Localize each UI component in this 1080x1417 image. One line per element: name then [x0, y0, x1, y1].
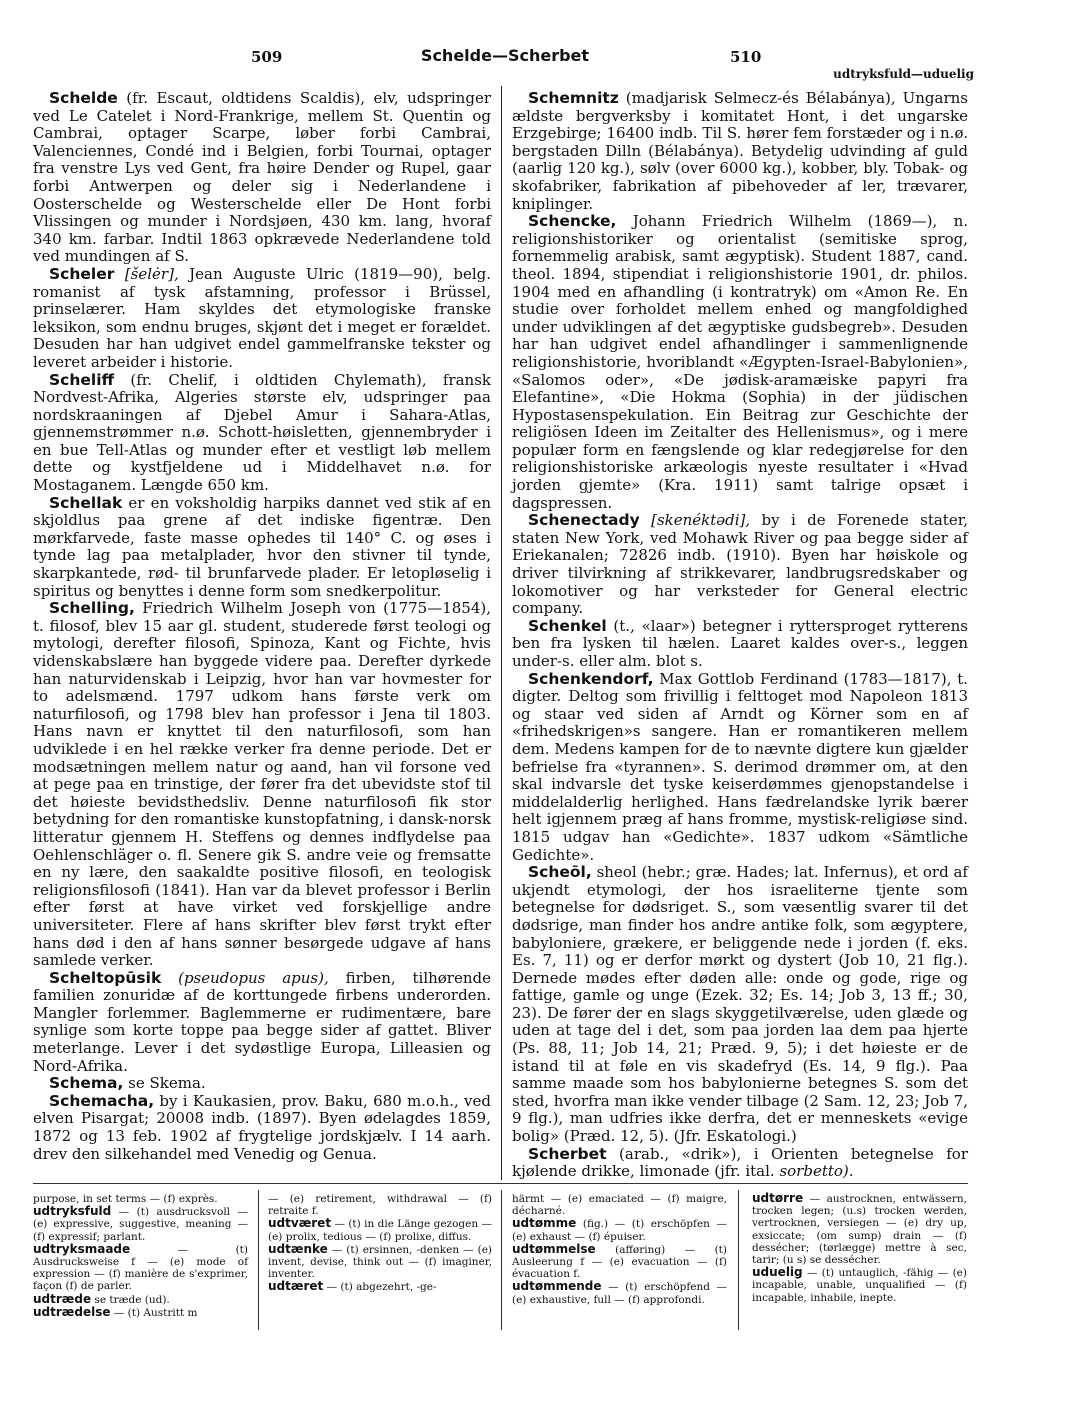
glossary-entry — [268, 1192, 492, 1217]
dictionary-guide-words: udtryksfuld—uduelig — [833, 67, 974, 81]
dictionary-entry — [33, 970, 491, 1076]
glossary-headword: uduelig — [752, 1265, 803, 1280]
dictionary-entry — [512, 671, 968, 865]
entry-headword: Schelde — [49, 89, 118, 107]
dictionary-entry — [512, 90, 968, 213]
dictionary-entry — [512, 864, 968, 1146]
glossary-entry — [512, 1280, 727, 1305]
entry-text: (fr. Chelif, i oldtiden Chylemath), fransk Nordvest-Afrika, Algeries største elv, udspringer paa nordskraaningen af Djebel Amur i Sahara-Atlas, gjennemstrømmer n.ø. Schott-høisletten, gjennembryder i en bue Tell-Atlas og munder efter et vestligt løb mellem dette og kystfjeldene ud i Middelhavet n.ø. for Mostaganem. Længde 650 km. — [33, 370, 491, 495]
glossary-text: (fig.) — (t) erschöpfen — (e) exhaust — (f) épuiser. — [512, 1218, 727, 1243]
glossary-text: purpose, in set terms — (f) exprès. — [33, 1193, 218, 1205]
entry-headword: Schenkendorf, — [528, 669, 654, 688]
page-header — [0, 46, 1080, 82]
entry-headword: Schelling, — [49, 599, 135, 618]
glossary-headword: udtømmelse — [512, 1241, 596, 1256]
glossary-entry — [268, 1217, 492, 1242]
dictionary-entry — [33, 495, 491, 601]
glossary-entry — [752, 1192, 967, 1266]
glossary-text: — austrocknen, entwässern, trocken legen; (u.s) trocken werden, vertrocknen, versiegen — (e) dry up, exsiccate; (om sump) drain — (f) dessécher; (tørlægge) mettre à sec, tarir; (u s) se dessécher. — [752, 1193, 967, 1267]
dictionary-entry — [512, 618, 968, 671]
glossary-entry — [268, 1243, 492, 1281]
left-column — [33, 90, 491, 1163]
glossary-headword: udtrædelse — [33, 1304, 111, 1319]
entry-headword: Schenectady — [528, 511, 640, 530]
dictionary-entry — [33, 90, 491, 266]
glossary-text: (afføring) — (t) Ausleerung f — (e) evacuation — (f) évacuation f. — [512, 1243, 727, 1281]
entry-text: (arab., «drik»), i Orienten betegnelse for kjølende drikke, limonade (jfr. ital. — [512, 1144, 968, 1181]
dictionary-entry — [33, 1093, 491, 1163]
glossary-headword: udtænke — [268, 1241, 328, 1256]
glossary-headword: udtæret — [268, 1279, 324, 1294]
entry-text: by i Kaukasien, prov. Baku, 680 m.o.h., ved elven Pisargat; 20008 indb. (1897). Byen ødelagdes 1859, 1872 og 13 feb. 1902 af frygtelige jordskjælv. I 14 aarh. drev den silkehandel med Venedig og Genua. — [33, 1091, 491, 1163]
entry-headword: Scherbet — [528, 1144, 607, 1163]
glossary-text: — (t) untauglich, -fähig — (e) incapable, unable, unqualified — (f) incapable, inhabile, inepte. — [752, 1267, 967, 1304]
entry-pronunciation: [šelėr], — [114, 264, 179, 283]
entry-headword: Schemacha, — [49, 1091, 155, 1110]
entry-tail: sorbetto). — [774, 1162, 854, 1181]
footer-divider — [258, 1190, 259, 1330]
dictionary-entry — [512, 1146, 968, 1181]
glossary-text: — (t) ersinnen, -denken — (e) invent, devise, think out — (f) imaginer, inventer. — [268, 1243, 492, 1281]
footer-column-2 — [268, 1192, 492, 1294]
dictionary-entry — [33, 372, 491, 495]
footer-column-1 — [33, 1192, 248, 1319]
glossary-text: — (t) in die Länge gezogen — (e) prolix, tedious — (f) prolixe, diffus. — [268, 1218, 492, 1243]
glossary-text: härmt — (e) emaciated — (f) maigre, décharné. — [512, 1193, 727, 1218]
glossary-entry — [752, 1266, 967, 1304]
page-number-right: 510 — [730, 48, 762, 66]
footer-column-3 — [512, 1192, 727, 1306]
footer-column-4 — [752, 1192, 967, 1304]
page-number-left: 509 — [251, 48, 283, 66]
entry-headword: Schenkel — [528, 616, 607, 635]
entry-text: Max Gottlob Ferdinand (1783—1817), t. digter. Deltog som frivillig i felttoget mod Napoleon 1813 og staar ved siden af Arndt og Körner som en af «frihedskrigen»s sangere. Han er romantikeren mellem dem. Medens kampen for de to nævnte digtere kun gjælder befrielse fra «tyrannen». S. derimod drømmer om, at den skal indvarsle det tyske keiserdømmes gjenopstandelse i middelalderlig herlighed. Hans fædrelandske lyrik bærer helt igjennem præg af hans fromme, mystisk-religiøse sind. 1815 udgav han «Gedichte». 1837 udkom «Sämtliche Gedichte». — [512, 669, 968, 864]
glossary-text: — (t) erschöpfend — (e) exhaustive, full — (f) approfondi. — [512, 1281, 727, 1306]
footer-divider — [738, 1190, 739, 1330]
entry-text: se Skema. — [123, 1074, 206, 1093]
glossary-entry — [268, 1280, 492, 1293]
glossary-headword: udtværet — [268, 1216, 332, 1231]
glossary-entry — [33, 1306, 248, 1319]
entry-headword: Scheōl, — [528, 863, 592, 882]
entry-text: by i de Forenede stater, staten New York, ved Mohawk River og paa begge sider af Eriekanalen; 72826 indb. (1910). Byen har høiskole og driver tilvirkning af strikkevarer, landbrugsredskaber og lokomotiver og har verksteder for General electric company. — [512, 511, 968, 618]
entry-text: Friedrich Wilhelm Joseph von (1775—1854), t. filosof, blev 15 aar gl. student, studerede først teologi og mytologi, derefter filosofi, Spinoza, Kant og Fichte, hvis videnskabslære han byggede videre paa. Derefter dyrkede han naturvidenskab i Leipzig, hvor han var hovmester for to adelsmænd. 1797 udkom hans første verk om naturfilosofi, og 1798 blev han professor i Jena til 1803. Hans navn er knyttet til den naturfilosofi, som han udviklede i en hel række verker fra denne periode. Det er modsætningen mellem natur og aand, han vil forsone ved at pege paa en trinstige, der fører fra det ubevidste stof til det høieste bevidsthedsliv. Denne naturfilosofi fik stor betydning for den romantiske kunstopfatning, i dansk-norsk litteratur gjennem H. Steffens og dennes indflydelse paa Oehlenschläger o. fl. Senere gik S. andre veie og fremsatte en ny lære, den saakaldte positive filosofi, en teologisk religionsfilosofi (1841). Han var da blevet professor i Berlin efter først at have virket ved forskjellige andre universiteter. Flere af hans skrifter blev først trykt efter hans død i den af hans sønner besørgede udgave af hans samlede verker. — [33, 599, 491, 970]
entry-headword: Schellak — [49, 493, 123, 512]
glossary-entry — [33, 1205, 248, 1243]
glossary-text: se træde (ud). — [91, 1293, 170, 1306]
dictionary-entry — [33, 266, 491, 372]
glossary-text: — (t) abgezehrt, -ge- — [323, 1281, 437, 1294]
entry-pronunciation: (pseudopus apus), — [161, 968, 329, 987]
entry-text: (madjarisk Selmecz-és Bélabánya), Ungarns ældste bergverksby i komitatet Hont, i det ungarske Erzgebirge; 16400 indb. Til S. hører fem forstæder og i n.ø. bergstaden Dilln (Bélabánya). Betydelig udvinding af guld (aarlig 120 kg.), sølv (over 6000 kg.), kobber, bly. Tobak- og skofabriker, fabrikation af pibehoveder af ler, trævarer, kniplinger. — [512, 89, 968, 213]
entry-text: (t., «laar») betegner i ryttersproget rytterens ben fra lysken til hælen. Laaret kaldes over-s., leggen under-s. eller alm. blot s. — [512, 616, 968, 670]
glossary-entry — [512, 1192, 727, 1217]
dictionary-entry — [512, 213, 968, 512]
dictionary-entry — [512, 512, 968, 618]
glossary-headword: udtræde — [33, 1291, 92, 1306]
glossary-entry — [512, 1217, 727, 1242]
entry-pronunciation: [skenéktədi], — [639, 511, 751, 530]
glossary-headword: udtryksmaade — [33, 1241, 131, 1256]
glossary-text: — (t) Ausdrucksweise f — (e) mode of expression — (f) manière de s'exprimer, façon (f) de parler. — [33, 1243, 248, 1293]
dictionary-entry — [33, 600, 491, 969]
entry-text: firben, tilhørende familien zonuridæ af de korttungede firbens underorden. Mangler forlemmer. Baglemmerne er rudimentære, bare synlige som korte toppe paa begge sider af gattet. Bliver meterlange. Lever i det sydøstlige Europa, Lilleasien og Nord-Afrika. — [33, 968, 491, 1075]
entry-headword: Scheler — [49, 264, 115, 283]
glossary-headword: udtørre — [752, 1191, 804, 1205]
entry-headword: Scheliff — [49, 370, 115, 389]
entry-text: sheol (hebr.; græ. Hades; lat. Infernus), et ord af ukjendt etymologi, der hos israeliterne tjente som betegnelse for dødsriget. S., som væsentlig svarer til det dødsrige, man finder hos andre antike folk, som ægyptere, babyloniere, grækere, er beliggende nede i jorden (f. eks. Es. 7, 11) og er derfor mørkt og dystert (Job 10, 21 flg.). Dernede mødes efter døden alle: onde og gode, rige og fattige, gamle og unge (Ezek. 32; Es. 14; Job 3, 13 ff.; 30, 23). De fører der en slags skyggetilværelse, uden glæde og uden at tage del i det, som paa jorden laa dem paa hjerte (Ps. 88, 11; Job 14, 21; Præd. 9, 5); i det høieste er de istand til at føle en vis skadefryd (Es. 14, 9 flg.). Paa samme maade som hos babylonierne betegnes S. som det sted, hvorfra man ikke vender tilbage (2 Sam. 12, 23; Job 7, 9 flg.), man udfries ikke derfra, det er menneskets «evige bolig» (Præd. 12, 5). (Jfr. Eskatologi.) — [512, 863, 968, 1146]
glossary-text: — (t) ausdrucksvoll — (e) expressive, suggestive, meaning — (f) expressif; parlant. — [33, 1206, 248, 1243]
glossary-entry — [33, 1243, 248, 1293]
entry-headword: Schencke, — [528, 212, 617, 231]
entry-text: (fr. Escaut, oldtidens Scaldis), elv, udspringer ved Le Catelet i Nord-Frankrige, mellem St. Quentin og Cambrai, optager Scarpe, løber forbi Cambrai, Valenciennes, Condé ind i Belgien, forbi Tournai, optager fra venstre Lys ved Gent, fra høire Dender og Rupel, gaar forbi Antwerpen og deler sig i Nederlandene i Oosterschelde og Westerschelde eller De Hont forbi Vlissingen og munder i Nordsjøen, 430 km. lang, hvoraf 340 km. farbar. Indtil 1863 opkrævede Nederlandene told ved mundingen af S. — [33, 89, 491, 266]
entry-headword: Schema, — [49, 1074, 124, 1093]
entry-text: er en voksholdig harpiks dannet ved stik af en skjoldlus paa grene af det indiske figentræ. Den mørkfarvede, faste masse ophedes til 140° C. og øses i tynde lag paa metalplader, hvor den stivner til tynde, skarpkantede, rød- til brunfarvede plader. Er letopløselig i spiritus og benyttes i denne form som snedkerpolitur. — [33, 493, 491, 600]
glossary-text: — (t) Austritt m — [110, 1306, 198, 1319]
dictionary-entry — [33, 1075, 491, 1093]
column-divider — [501, 86, 502, 1180]
glossary-headword: udtømme — [512, 1216, 577, 1231]
right-column — [512, 90, 968, 1181]
entry-headword: Scheltopūsik — [49, 968, 162, 987]
page-title: Schelde—Scherbet — [420, 46, 590, 65]
entry-text: Jean Auguste Ulric (1819—90), belg. romanist af tysk afstamning, professor i Brüssel, prinselærer. Ham skyldes det etymologiske franske leksikon, som endnu bruges, skjønt det i meget er forældet. Desuden har han udgivet endel gammelfranske tekster og leveret arbeider i historie. — [33, 264, 491, 371]
entry-headword: Schemnitz — [528, 89, 619, 107]
entry-text: Johann Friedrich Wilhelm (1869—), n. religionshistoriker og orientalist (semitiske sprog, fornemmelig arabisk, samt ægyptisk). Student 1887, cand. theol. 1894, stipendiat i religionshistorie 1901, dr. philos. 1904 med en afhandling (i kontratryk) om «Amon Re. En studie over forholdet mellem enhed og mangfoldighed under udviklingen af det ægyptiske gudsbegreb». Desuden har han udgivet endel afhandlinger i sammenlignende religionshistorie, hvoriblandt «Ægypten-Israel-Babylonien», «Salomos oder», «De jødisk-aramæiske papyri fra Elefantine», «Die Hokma (Sophia) in der jüdischen Hypostasenspekulation. Ein Beitrag zur Geschichte der religiösen Ideen im Zeitalter des Hellenismus», og i mere populær form en fængslende og klar redegjørelse for den religionshistoriske arkæologis nyeste resultater i «Hvad jorden gjemte» (Kra. 1911) samt talrige opsæt i dagspressen. — [512, 212, 968, 512]
glossary-headword: udtryksfuld — [33, 1204, 112, 1219]
footer-divider — [501, 1190, 502, 1330]
glossary-entry — [512, 1243, 727, 1281]
footer-rule — [33, 1183, 968, 1184]
glossary-headword: udtømmende — [512, 1279, 602, 1294]
glossary-text: — (e) retirement, withdrawal — (f) retraite f. — [268, 1193, 492, 1218]
